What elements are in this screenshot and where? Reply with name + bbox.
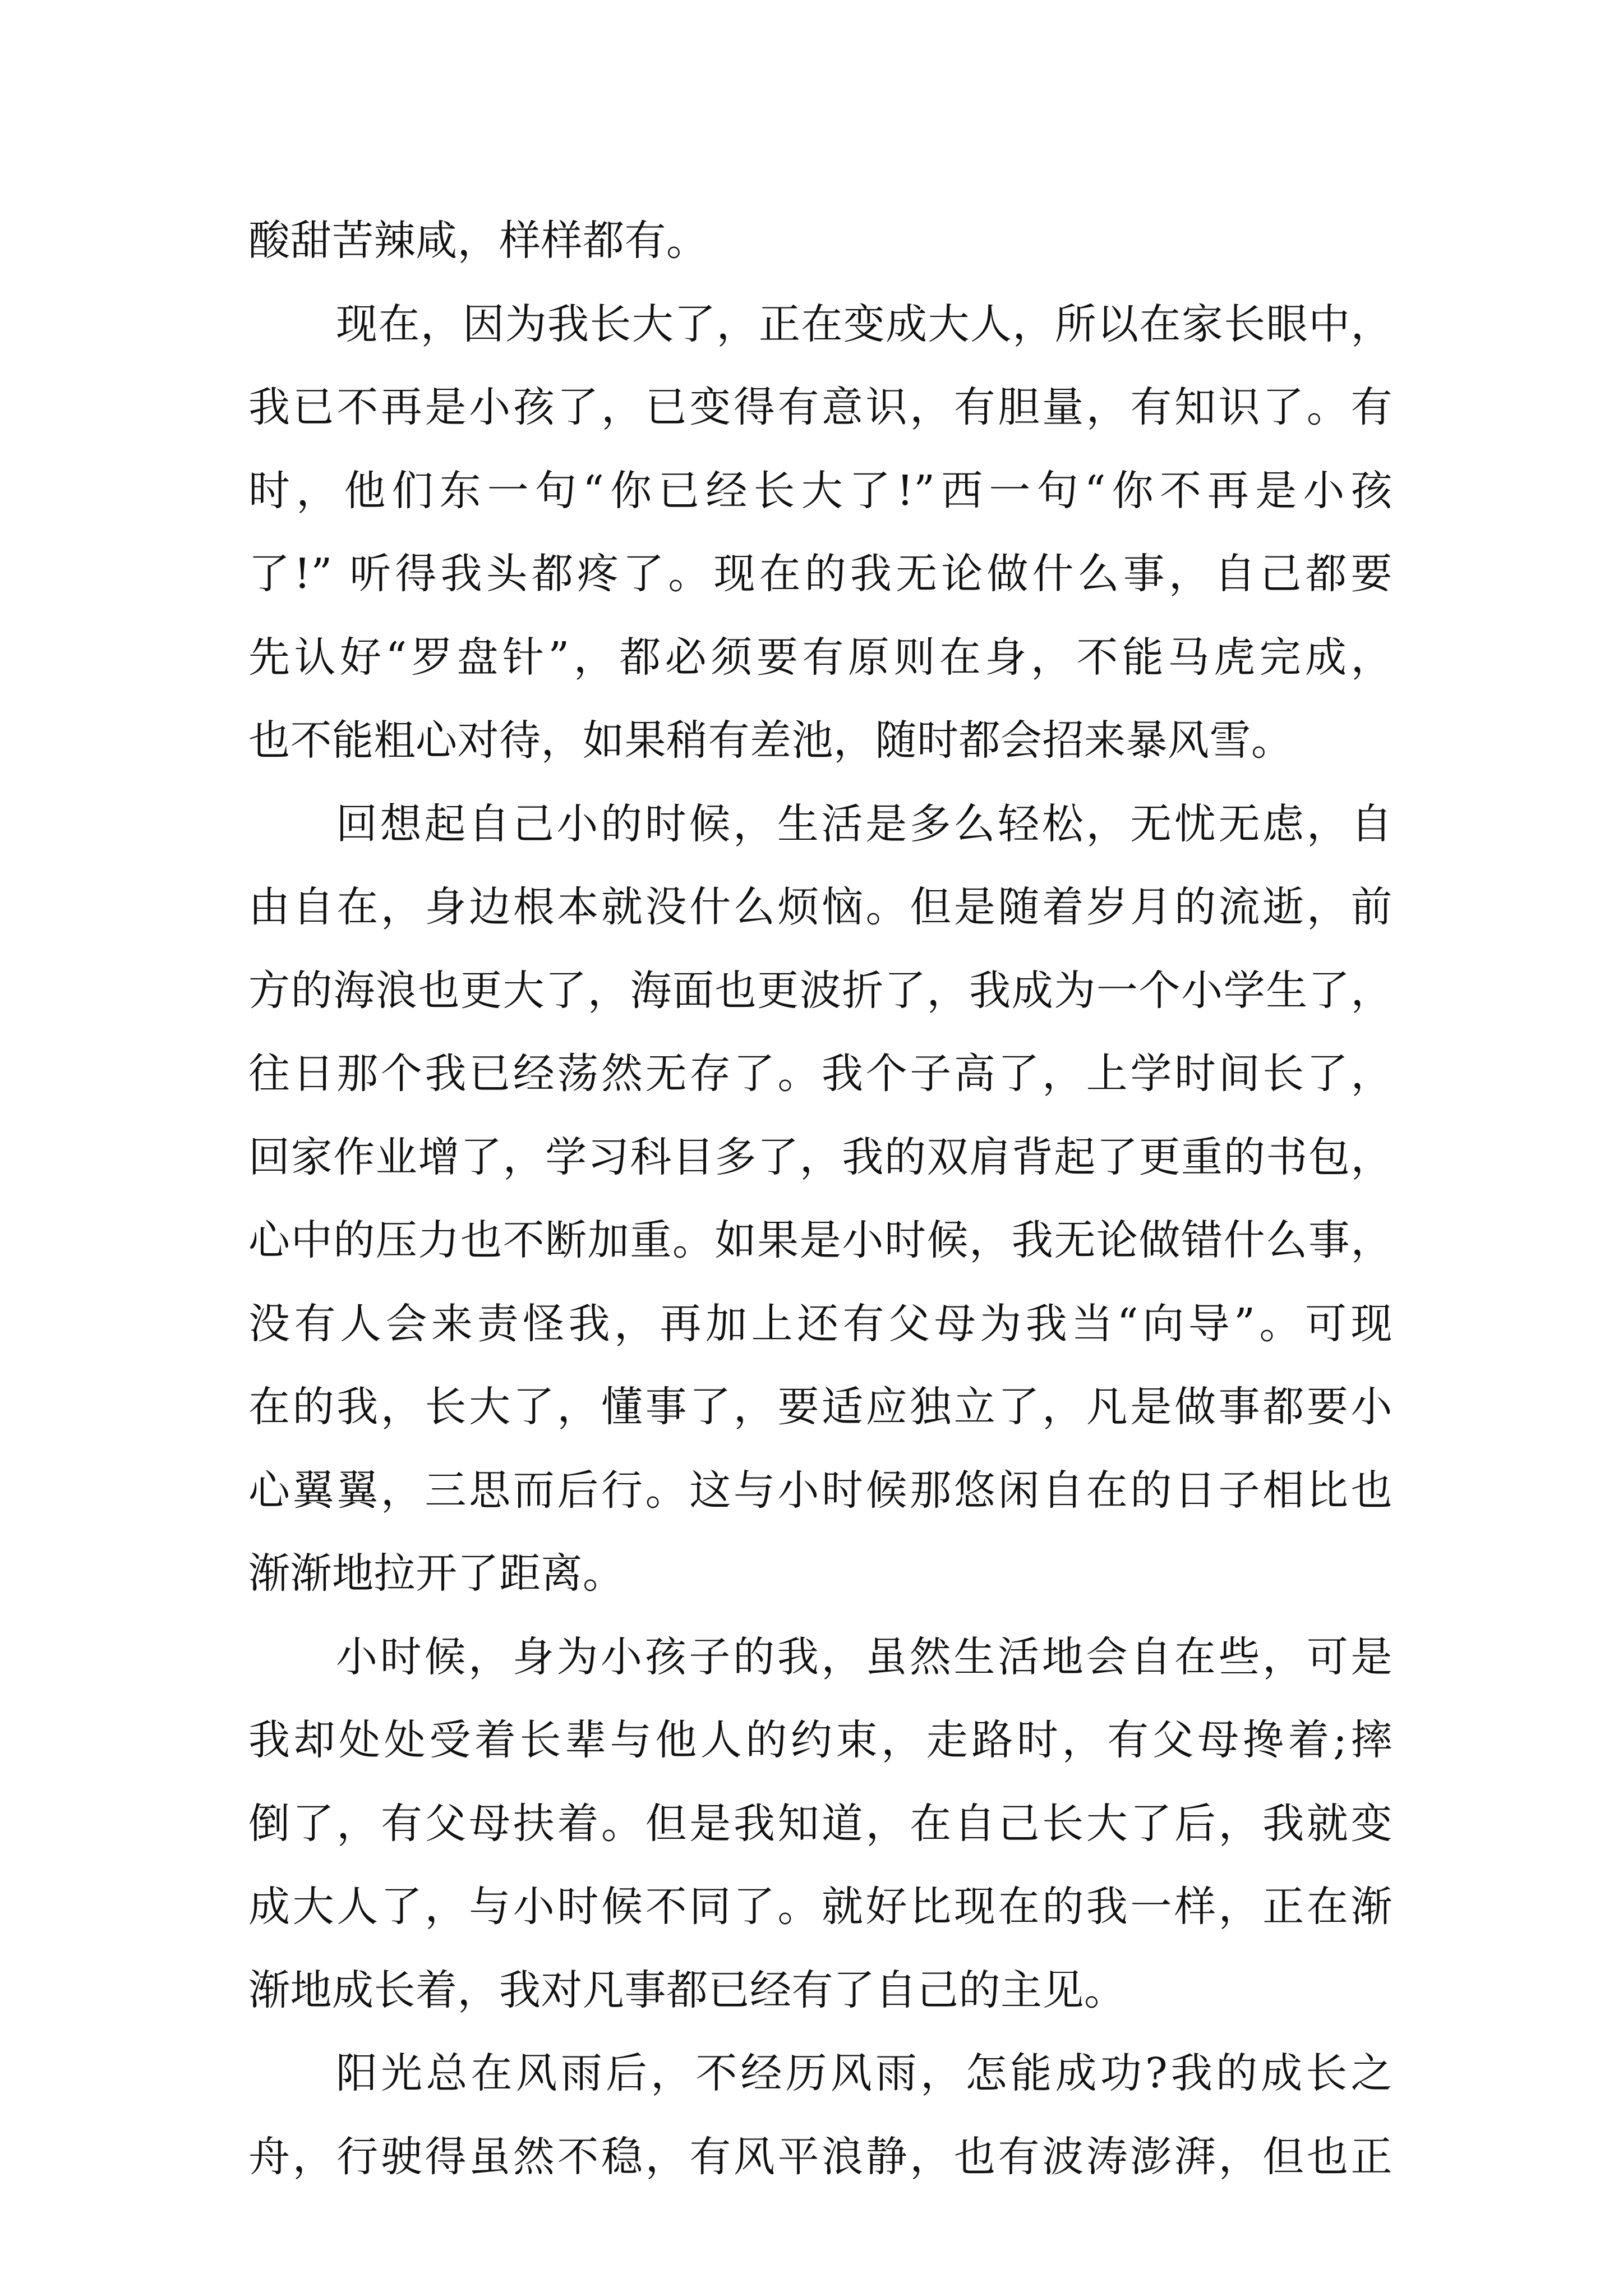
text-line: 舟，行驶得虽然不稳，有风平浪静，也有波涛澎湃，但也正	[248, 2132, 1393, 2181]
text-line: 心中的压力也不断加重。如果是小时候，我无论做错什么事，	[248, 1216, 1393, 1264]
text-line: 成大人了，与小时候不同了。就好比现在的我一样，正在渐	[248, 1883, 1393, 1931]
text-line: 往日那个我已经荡然无存了。我个子高了，上学时间长了，	[248, 1050, 1393, 1098]
text-line: 渐地成长着，我对凡事都已经有了自己的主见。	[248, 1966, 1126, 2014]
paragraph-start-line: 阳光总在风雨后，不经历风雨，怎能成功?我的成长之	[336, 2049, 1393, 2097]
text-line: 我已不再是小孩了，已变得有意识，有胆量，有知识了。有	[248, 383, 1393, 431]
paragraph-start-line: 现在，因为我长大了，正在变成大人，所以在家长眼中，	[336, 300, 1393, 348]
paragraph-start-line: 小时候，身为小孩子的我，虽然生活地会自在些，可是	[336, 1632, 1393, 1681]
text-line: 回家作业增了，学习科目多了，我的双肩背起了更重的书包，	[248, 1133, 1393, 1181]
text-line: 心翼翼，三思而后行。这与小时候那悠闲自在的日子相比也	[248, 1466, 1393, 1515]
text-line: 没有人会来责怪我，再加上还有父母为我当“向导”。可现	[248, 1299, 1393, 1348]
text-line: 酸甜苦辣咸，样样都有。	[248, 217, 708, 265]
text-line: 先认好“罗盘针”，都必须要有原则在身，不能马虎完成，	[248, 633, 1393, 682]
essay-body	[248, 199, 1393, 2198]
paragraph-start-line: 回想起自己小的时候，生活是多么轻松，无忧无虑，自	[336, 799, 1393, 848]
text-line: 倒了，有父母扶着。但是我知道，在自己长大了后，我就变	[248, 1799, 1393, 1848]
text-line: 方的海浪也更大了，海面也更波折了，我成为一个小学生了，	[248, 966, 1393, 1015]
text-line: 渐渐地拉开了距离。	[248, 1549, 625, 1598]
text-line: 我却处处受着长辈与他人的约束，走路时，有父母搀着;摔	[248, 1716, 1393, 1764]
text-line: 了!” 听得我头都疼了。现在的我无论做什么事，自己都要	[248, 550, 1393, 598]
text-line: 在的我，长大了，懂事了，要适应独立了，凡是做事都要小	[248, 1383, 1393, 1431]
text-line: 时，他们东一句“你已经长大了!”西一句“你不再是小孩	[248, 466, 1393, 515]
text-line: 由自在，身边根本就没什么烦恼。但是随着岁月的流逝，前	[248, 883, 1393, 931]
text-line: 也不能粗心对待，如果稍有差池，随时都会招来暴风雪。	[248, 716, 1293, 765]
